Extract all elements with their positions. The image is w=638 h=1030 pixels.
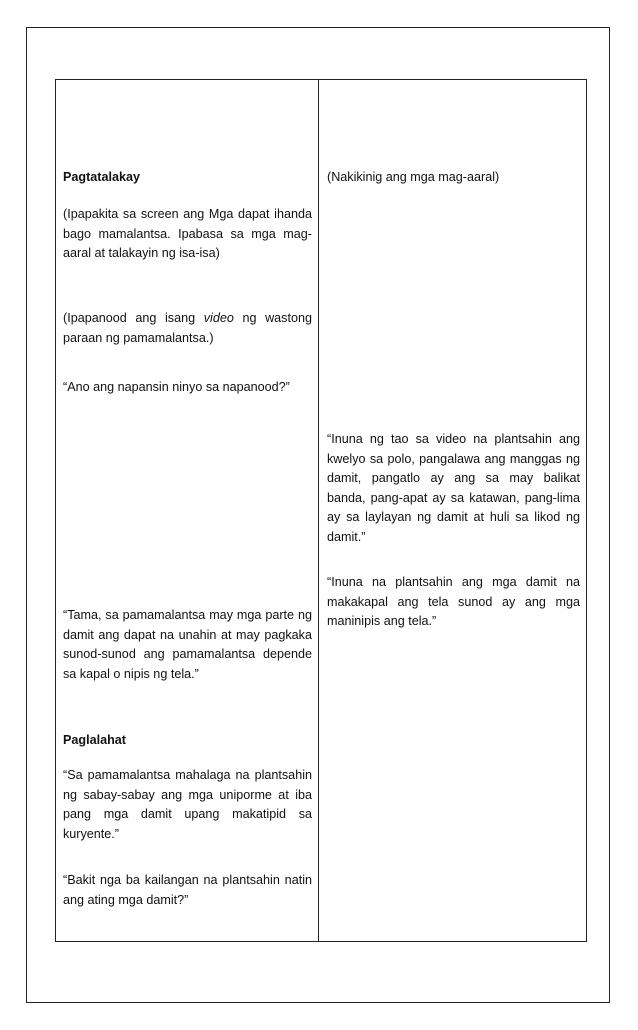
- paragraph-ipapanood: [63, 309, 312, 348]
- paragraph-nakikinig: (Nakikinig ang mga mag-aaral): [327, 170, 500, 184]
- column-divider: [318, 79, 319, 942]
- p2-text-before: (Ipapanood ang isang: [63, 311, 204, 325]
- p2-text-italic: video: [203, 311, 234, 325]
- heading-paglalahat: Paglalahat: [63, 733, 126, 747]
- paragraph-ipapakita: (Ipapakita sa screen ang Mga dapat ihanda bago mamalantsa. Ipabasa sa mga mag-aaral at talakayin ng isa-isa): [63, 207, 312, 260]
- paragraph-tama: “Tama, sa pamamalantsa may mga parte ng damit ang dapat na unahin at may pagkaka sunod-sunod ang pamamalantsa depende sa kapal o nipis ng tela.”: [63, 608, 312, 681]
- paragraph-bakit-nga-ba: “Bakit nga ba kailangan na plantsahin natin ang ating mga damit?”: [63, 873, 312, 907]
- heading-pagtatalakay: Pagtatalakay: [63, 170, 141, 184]
- paragraph-ano-ang-napansin: “Ano ang napansin ninyo sa napanood?”: [63, 380, 290, 394]
- p2-text-after: ng wastong paraan ng pamamalantsa.): [63, 311, 312, 345]
- paragraph-inuna-na-plantsahin: “Inuna na plantsahin ang mga damit na makakapal ang tela sunod ay ang mga maninipis ang tela.”: [327, 575, 580, 628]
- paragraph-inuna-ng-tao: “Inuna ng tao sa video na plantsahin ang kwelyo sa polo, pangalawa ang manggas ng damit, pangatlo ay ang sa may balikat banda, pang-apat ay sa katawan, pang-lima ay sa laylayan ng damit at huli sa likod ng damit.”: [327, 432, 580, 544]
- paragraph-sa-pamamalantsa: “Sa pamamalantsa mahalaga na plantsahin ng sabay-sabay ang mga uniporme at iba pang mga damit upang makatipid sa kuryente.”: [63, 768, 312, 841]
